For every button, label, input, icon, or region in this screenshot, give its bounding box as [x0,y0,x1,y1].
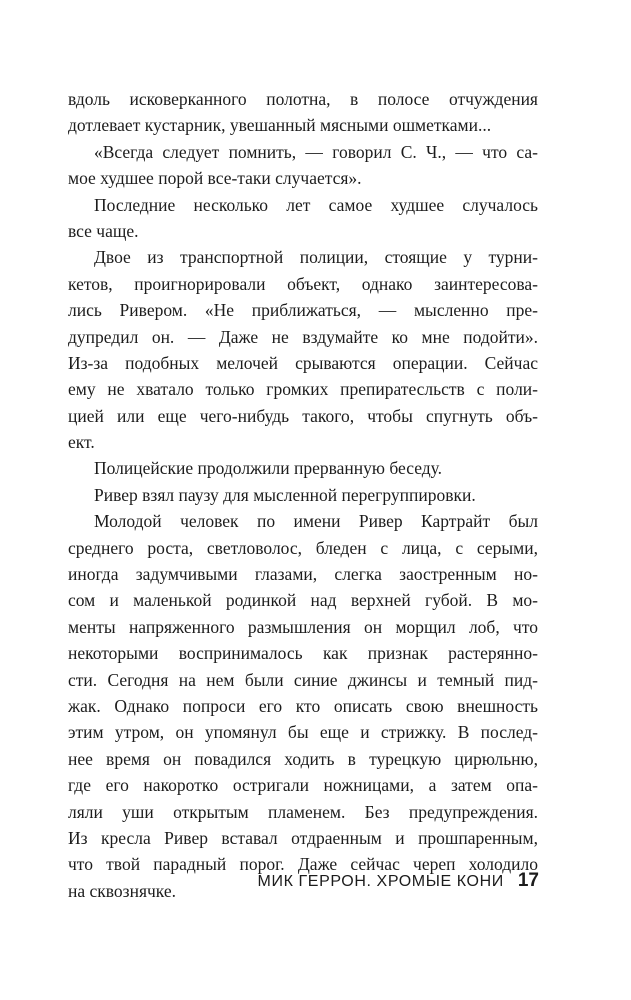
text-line: цией или еще чего-нибудь такого, чтобы спугнуть объ- [68,405,538,426]
text-line: сом и маленькой родинкой над верхней губой. В мо- [68,590,538,611]
text-line: кетов, проигнорировали объект, однако заинтересова- [68,273,538,294]
text-line: где его накоротко остригали ножницами, а затем опа- [68,775,538,796]
text-line: «Всегда следует помнить, — говорил С. Ч., — что са- [94,141,538,162]
body-text [68,86,538,904]
text-line: лись Ривером. «Не приближаться, — мысленно пре- [68,300,538,321]
text-line: Молодой человек по имени Ривер Картрайт был [94,511,538,532]
running-head: МИК ГЕРРОН. ХРОМЫЕ КОНИ [257,873,504,890]
text-line: что твой парадный порог. Даже сейчас череп холодило [68,854,538,875]
page-number: 17 [517,870,539,891]
text-line: иногда задумчивыми глазами, слегка заостренным но- [68,564,538,585]
text-line: среднего роста, светловолос, бледен с лица, с серыми, [68,537,538,558]
text-line: Последние несколько лет самое худшее случалось [94,194,538,215]
text-line: ляли уши открытым пламенем. Без предупреждения. [68,801,538,822]
text-line: этим утром, он упомянул бы еще и стрижку. В послед- [68,722,538,743]
text-line: Ривер взял паузу для мысленной перегруппировки. [94,484,476,505]
text-line: ект. [68,432,95,453]
text-line: нее время он повадился ходить в турецкую цирюльню, [68,748,538,769]
text-line: все чаще. [68,220,139,241]
text-line: дотлевает кустарник, увешанный мясными ошметками... [68,115,492,136]
text-line: Полицейские продолжили прерванную беседу. [94,458,443,479]
text-line: некоторыми воспринималось как признак растерянно- [68,643,538,664]
text-line: Из кресла Ривер вставал отдраенным и прошпаренным, [68,827,538,848]
text-line: сти. Сегодня на нем были синие джинсы и темный пид- [68,669,538,690]
text-line: Из-за подобных мелочей срываются операции. Сейчас [68,352,538,373]
text-line: ему не хватало только громких препиратесльств с поли- [68,379,538,400]
page-footer [258,866,539,896]
text-line: на сквознячке. [68,880,177,901]
text-line: Двое из транспортной полиции, стоящие у турни- [94,247,538,268]
text-line: дупредил он. — Даже не вздумайте ко мне подойти». [68,326,538,347]
text-line: вдоль исковерканного полотна, в полосе отчуждения [68,89,538,109]
text-line: менты напряженного размышления он морщил лоб, что [68,616,538,637]
text-line: жак. Однако попроси его кто описать свою внешность [68,695,538,716]
text-line: мое худшее порой все-таки случается». [68,168,362,189]
